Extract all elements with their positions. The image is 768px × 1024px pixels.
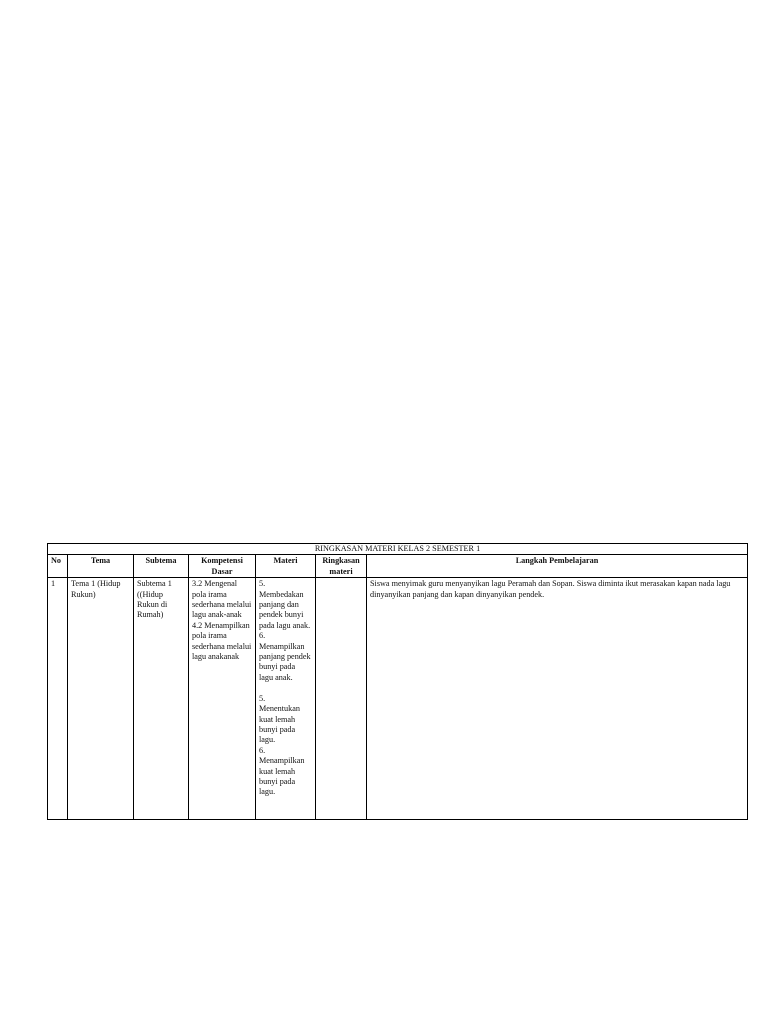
header-langkah: Langkah Pembelajaran — [367, 555, 748, 578]
cell-langkah: Siswa menyimak guru menyanyikan lagu Peramah dan Sopan. Siswa diminta ikut merasakan kapan nada lagu dinyanyikan panjang dan kapan dinyanyikan pendek. — [367, 578, 748, 820]
header-subtema: Subtema — [134, 555, 189, 578]
header-materi: Materi — [256, 555, 316, 578]
cell-no: 1 — [48, 578, 68, 820]
header-ringkasan: Ringkasan materi — [316, 555, 367, 578]
header-tema: Tema — [68, 555, 134, 578]
table-title: RINGKASAN MATERI KELAS 2 SEMESTER 1 — [48, 544, 748, 555]
table-header-row — [48, 555, 748, 578]
cell-tema: Tema 1 (Hidup Rukun) — [68, 578, 134, 820]
cell-ringkasan — [316, 578, 367, 820]
cell-kompetensi: 3.2 Mengenal pola irama sederhana melalui lagu anak-anak 4.2 Menampilkan pola irama sederhana melalui lagu anakanak — [189, 578, 256, 820]
cell-subtema: Subtema 1 ((Hidup Rukun di Rumah) — [134, 578, 189, 820]
header-kompetensi: Kompetensi Dasar — [189, 555, 256, 578]
summary-table — [47, 543, 748, 820]
table-row — [48, 578, 748, 820]
cell-materi: 5. Membedakan panjang dan pendek bunyi pada lagu anak. 6. Menampilkan panjang pendek bunyi pada lagu anak. 5. Menentukan kuat lemah bunyi pada lagu. 6. Menampilkan kuat lemah bunyi pada lagu. — [256, 578, 316, 820]
header-no: No — [48, 555, 68, 578]
table-title-row — [48, 544, 748, 555]
